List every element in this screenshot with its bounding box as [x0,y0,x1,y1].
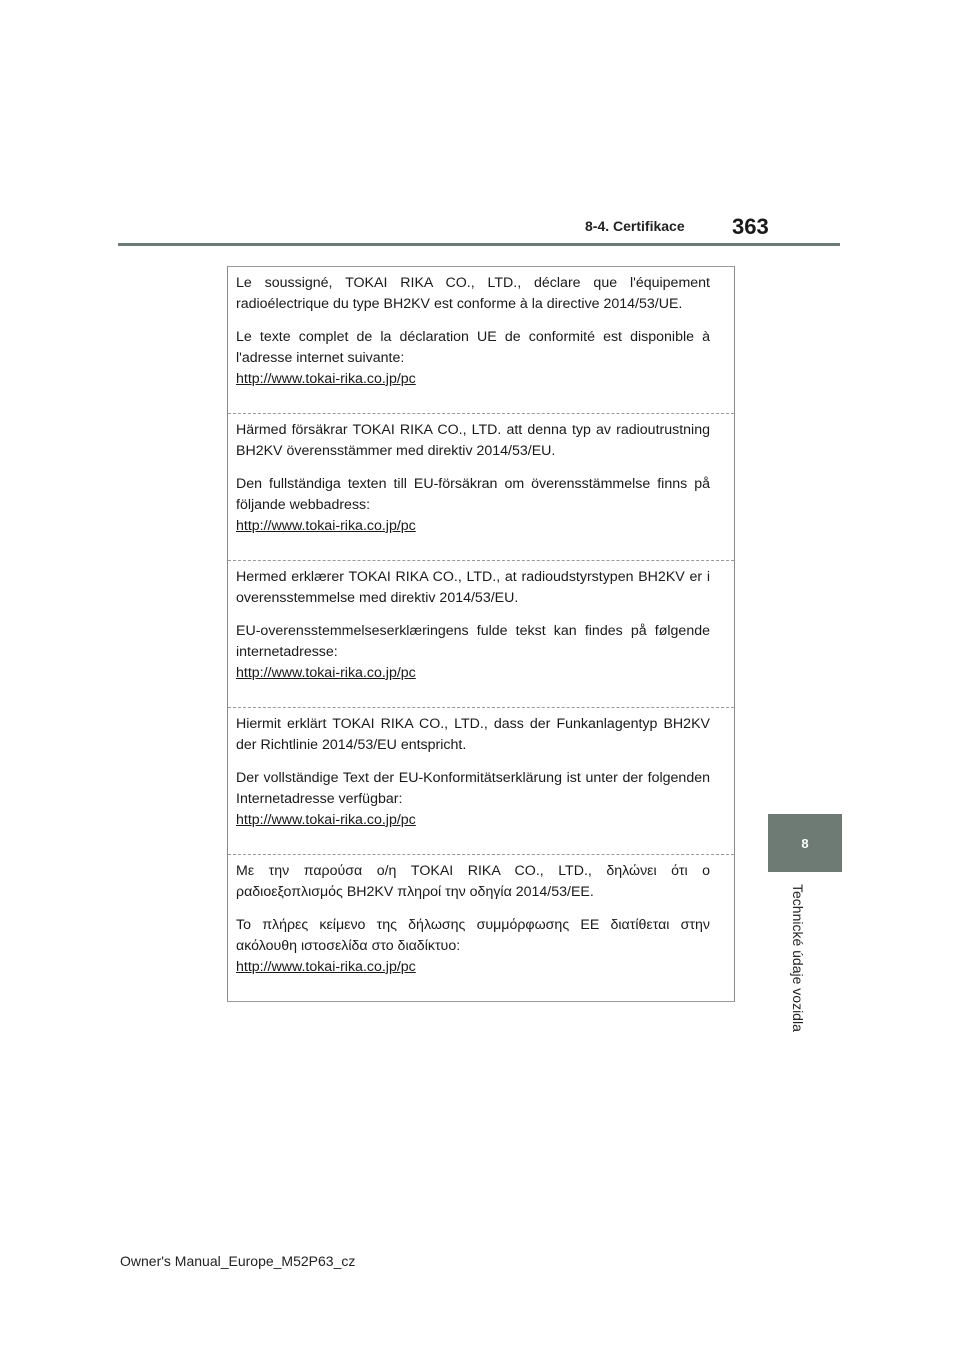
declaration-link[interactable]: http://www.tokai-rika.co.jp/pc [236,518,416,534]
declaration-text: Härmed försäkrar TOKAI RIKA CO., LTD. att denna typ av radioutrustning BH2KV överensstämmer med direktiv 2014/53/EU. [236,422,710,459]
cert-block-danish [228,561,734,708]
cert-block-greek [228,855,734,1001]
document-footer: Owner's Manual_Europe_M52P63_cz [120,1253,356,1269]
chapter-tab[interactable] [768,814,842,872]
chapter-number: 8 [801,835,809,851]
cert-block-swedish [228,414,734,561]
declaration-text: Hermed erklærer TOKAI RIKA CO., LTD., at radioudstyrstypen BH2KV er i overensstemmelse med direktiv 2014/53/EU. [236,569,710,606]
page-number: 363 [732,214,769,239]
availability-text: Le texte complet de la déclaration UE de conformité est disponible à l'adresse internet suivante: [236,329,710,366]
header-divider [118,243,840,246]
availability-text: Το πλήρες κείμενο της δήλωσης συμμόρφωσης ΕΕ διατίθεται στην ακόλουθη ιστοσελίδα στο διαδίκτυο: [236,917,710,954]
certification-box [227,266,735,1002]
declaration-text: Hiermit erklärt TOKAI RIKA CO., LTD., dass der Funkanlagentyp BH2KV der Richtlinie 2014/53/EU entspricht. [236,716,710,753]
declaration-link[interactable]: http://www.tokai-rika.co.jp/pc [236,665,416,681]
declaration-text: Με την παρούσα ο/η TOKAI RIKA CO., LTD., δηλώνει ότι ο ραδιοεξοπλισμός BH2KV πληροί την οδηγία 2014/53/ΕΕ. [236,863,710,900]
availability-text: EU-overensstemmelseserklæringens fulde tekst kan findes på følgende internetadresse: [236,623,710,660]
declaration-link[interactable]: http://www.tokai-rika.co.jp/pc [236,371,416,387]
availability-text: Den fullständiga texten till EU-försäkran om överensstämmelse finns på följande webbadress: [236,476,710,513]
declaration-link[interactable]: http://www.tokai-rika.co.jp/pc [236,959,416,975]
cert-block-french [228,267,734,414]
section-title: 8-4. Certifikace [585,218,685,234]
declaration-text: Le soussigné, TOKAI RIKA CO., LTD., déclare que l'équipement radioélectrique du type BH2KV est conforme à la directive 2014/53/UE. [236,275,710,312]
declaration-link[interactable]: http://www.tokai-rika.co.jp/pc [236,812,416,828]
cert-block-german [228,708,734,855]
chapter-label: Technické údaje vozidla [790,884,806,1032]
availability-text: Der vollständige Text der EU-Konformitätserklärung ist unter der folgenden Internetadresse verfügbar: [236,770,710,807]
